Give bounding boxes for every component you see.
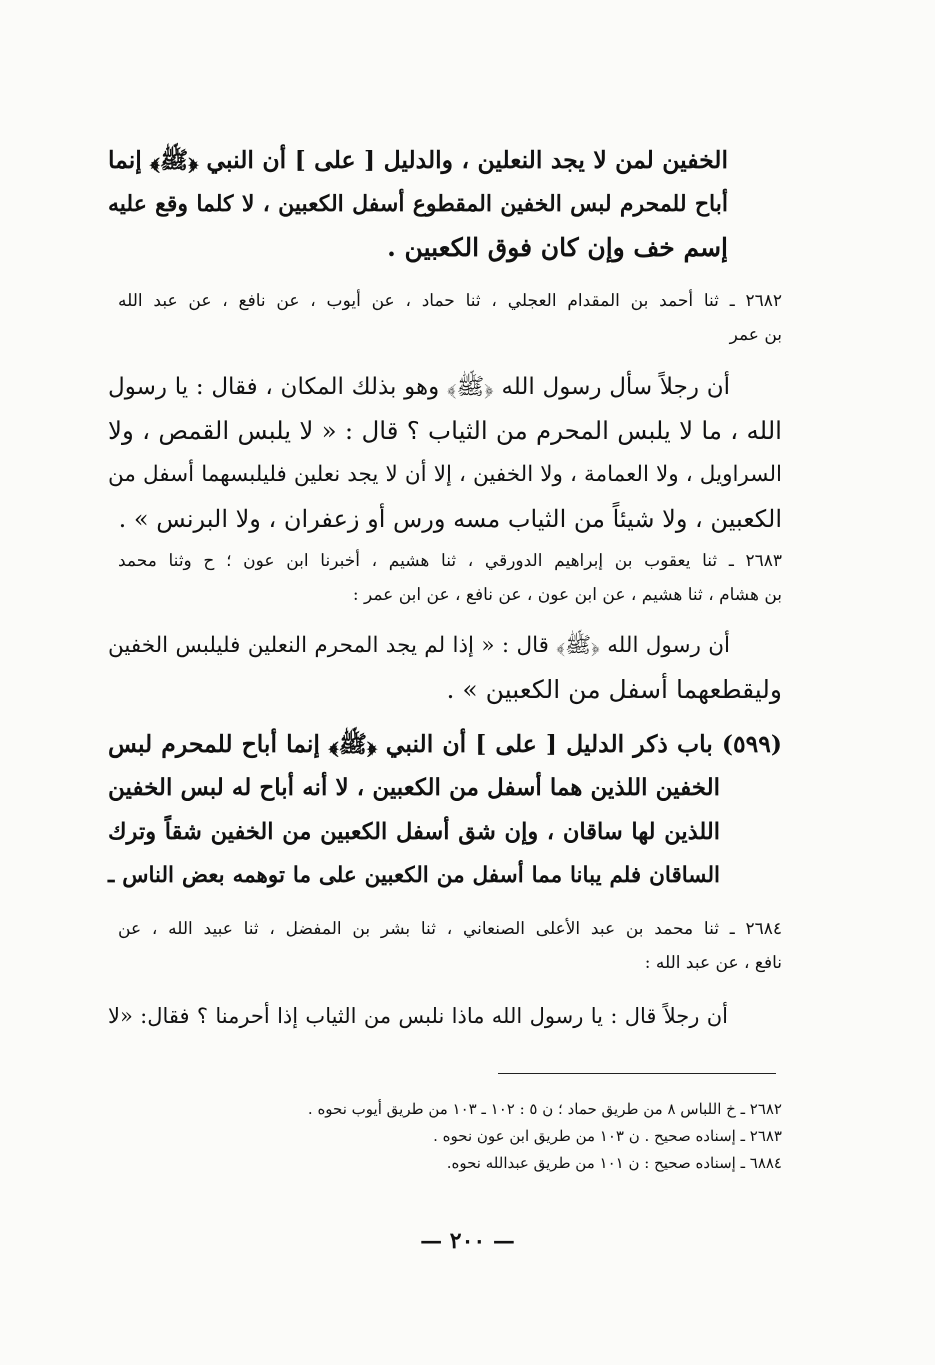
page-number: — ٢٠٠ — [420, 1228, 515, 1254]
hadith-2682-isnad [118, 284, 782, 352]
text-line: الله ، ما لا يلبس المحرم من الثياب ؟ قال : « لا يلبس القمص ، ولا [108, 416, 782, 445]
text-line: إسم خف وإن كان فوق الكعبين . [387, 233, 728, 262]
isnad-line: ٢٦٨٢ ـ ثنا أحمد بن المقدام العجلي ، ثنا حماد ، عن أيوب ، عن نافع ، عن عبد الله [118, 291, 782, 311]
text-line: أباح للمحرم لبس الخفين المقطوع أسفل الكعبين ، لا كلما وقع عليه [108, 191, 728, 217]
chapter-599-heading [108, 722, 782, 898]
footnote-divider [498, 1073, 776, 1074]
text-line: أن رسول الله ﴿ﷺ﴾ قال : « إذا لم يجد المحرم النعلين فليلبس الخفين [108, 633, 730, 658]
footnotes [200, 1096, 782, 1177]
isnad-line: ٢٦٨٤ ـ ثنا محمد بن عبد الأعلى الصنعاني ، ثنا بشر بن المفضل ، ثنا عبيد الله ، عن [118, 919, 782, 939]
heading-line: الخفين اللذين هما أسفل من الكعبين ، لا أنه أباح له لبس الخفين [108, 774, 720, 801]
hadith-2682-text [108, 365, 782, 541]
isnad-line: نافع ، عن عبد الله : [644, 953, 782, 973]
isnad-line: بن هشام ، ثنا هشيم ، عن ابن عون ، عن نافع ، عن ابن عمر : [352, 585, 782, 605]
heading-line: اللذين لها ساقان ، وإن شق أسفل الكعبين من الخفين شقاً وترك [108, 819, 720, 845]
text-line: أن رجلاً سأل رسول الله ﴿ﷺ﴾ وهو بذلك المكان ، فقال : يا رسول [108, 374, 730, 400]
isnad-line: ٢٦٨٣ ـ ثنا يعقوب بن إبراهيم الدورقي ، ثنا هشيم ، أخبرنا ابن عون ؛ ح وثنا محمد [118, 551, 782, 571]
hadith-2683-text [108, 624, 782, 712]
footnote-line: ٦٨٨٤ ـ إسناده صحيح : ن ١٠١ من طريق عبدالله نحوه. [446, 1154, 782, 1172]
footnote-line: ٢٦٨٢ ـ خ اللباس ٨ من طريق حماد ؛ ن ٥ : ١٠٢ ـ ١٠٣ من طريق أيوب نحوه . [307, 1100, 782, 1118]
text-line: وليقطعهما أسفل من الكعبين » . [446, 675, 782, 704]
hadith-2683-isnad [118, 544, 782, 612]
isnad-line: بن عمر [729, 325, 782, 345]
text-line: السراويل ، ولا العمامة ، ولا الخفين ، إلا أن لا يجد نعلين فليلبسهما أسفل من [108, 462, 782, 487]
paragraph-continuation [108, 138, 728, 270]
hadith-2684-isnad [118, 912, 782, 980]
text-line: الكعبين ، ولا شيئاً من الثياب مسه ورس أو زعفران ، ولا البرنس » . [118, 505, 782, 533]
text-line: الخفين لمن لا يجد النعلين ، والدليل [ على ] أن النبي ﴿ﷺ﴾ إنما [108, 146, 728, 174]
heading-line: (٥٩٩) باب ذكر الدليل [ على ] أن النبي ﴿ﷺ﴾ إنما أباح للمحرم لبس [108, 730, 782, 758]
text-line: أن رجلاً قال : يا رسول الله ماذا نلبس من الثياب إذا أحرمنا ؟ فقال: «لا [108, 1004, 728, 1028]
hadith-2684-text [108, 994, 728, 1038]
heading-line: الساقان فلم يبانا مما أسفل من الكعبين على ما توهمه بعض الناس ـ [108, 863, 720, 888]
footnote-line: ٢٦٨٣ ـ إسناده صحيح . ن ١٠٣ من طريق ابن عون نحوه . [433, 1127, 782, 1145]
